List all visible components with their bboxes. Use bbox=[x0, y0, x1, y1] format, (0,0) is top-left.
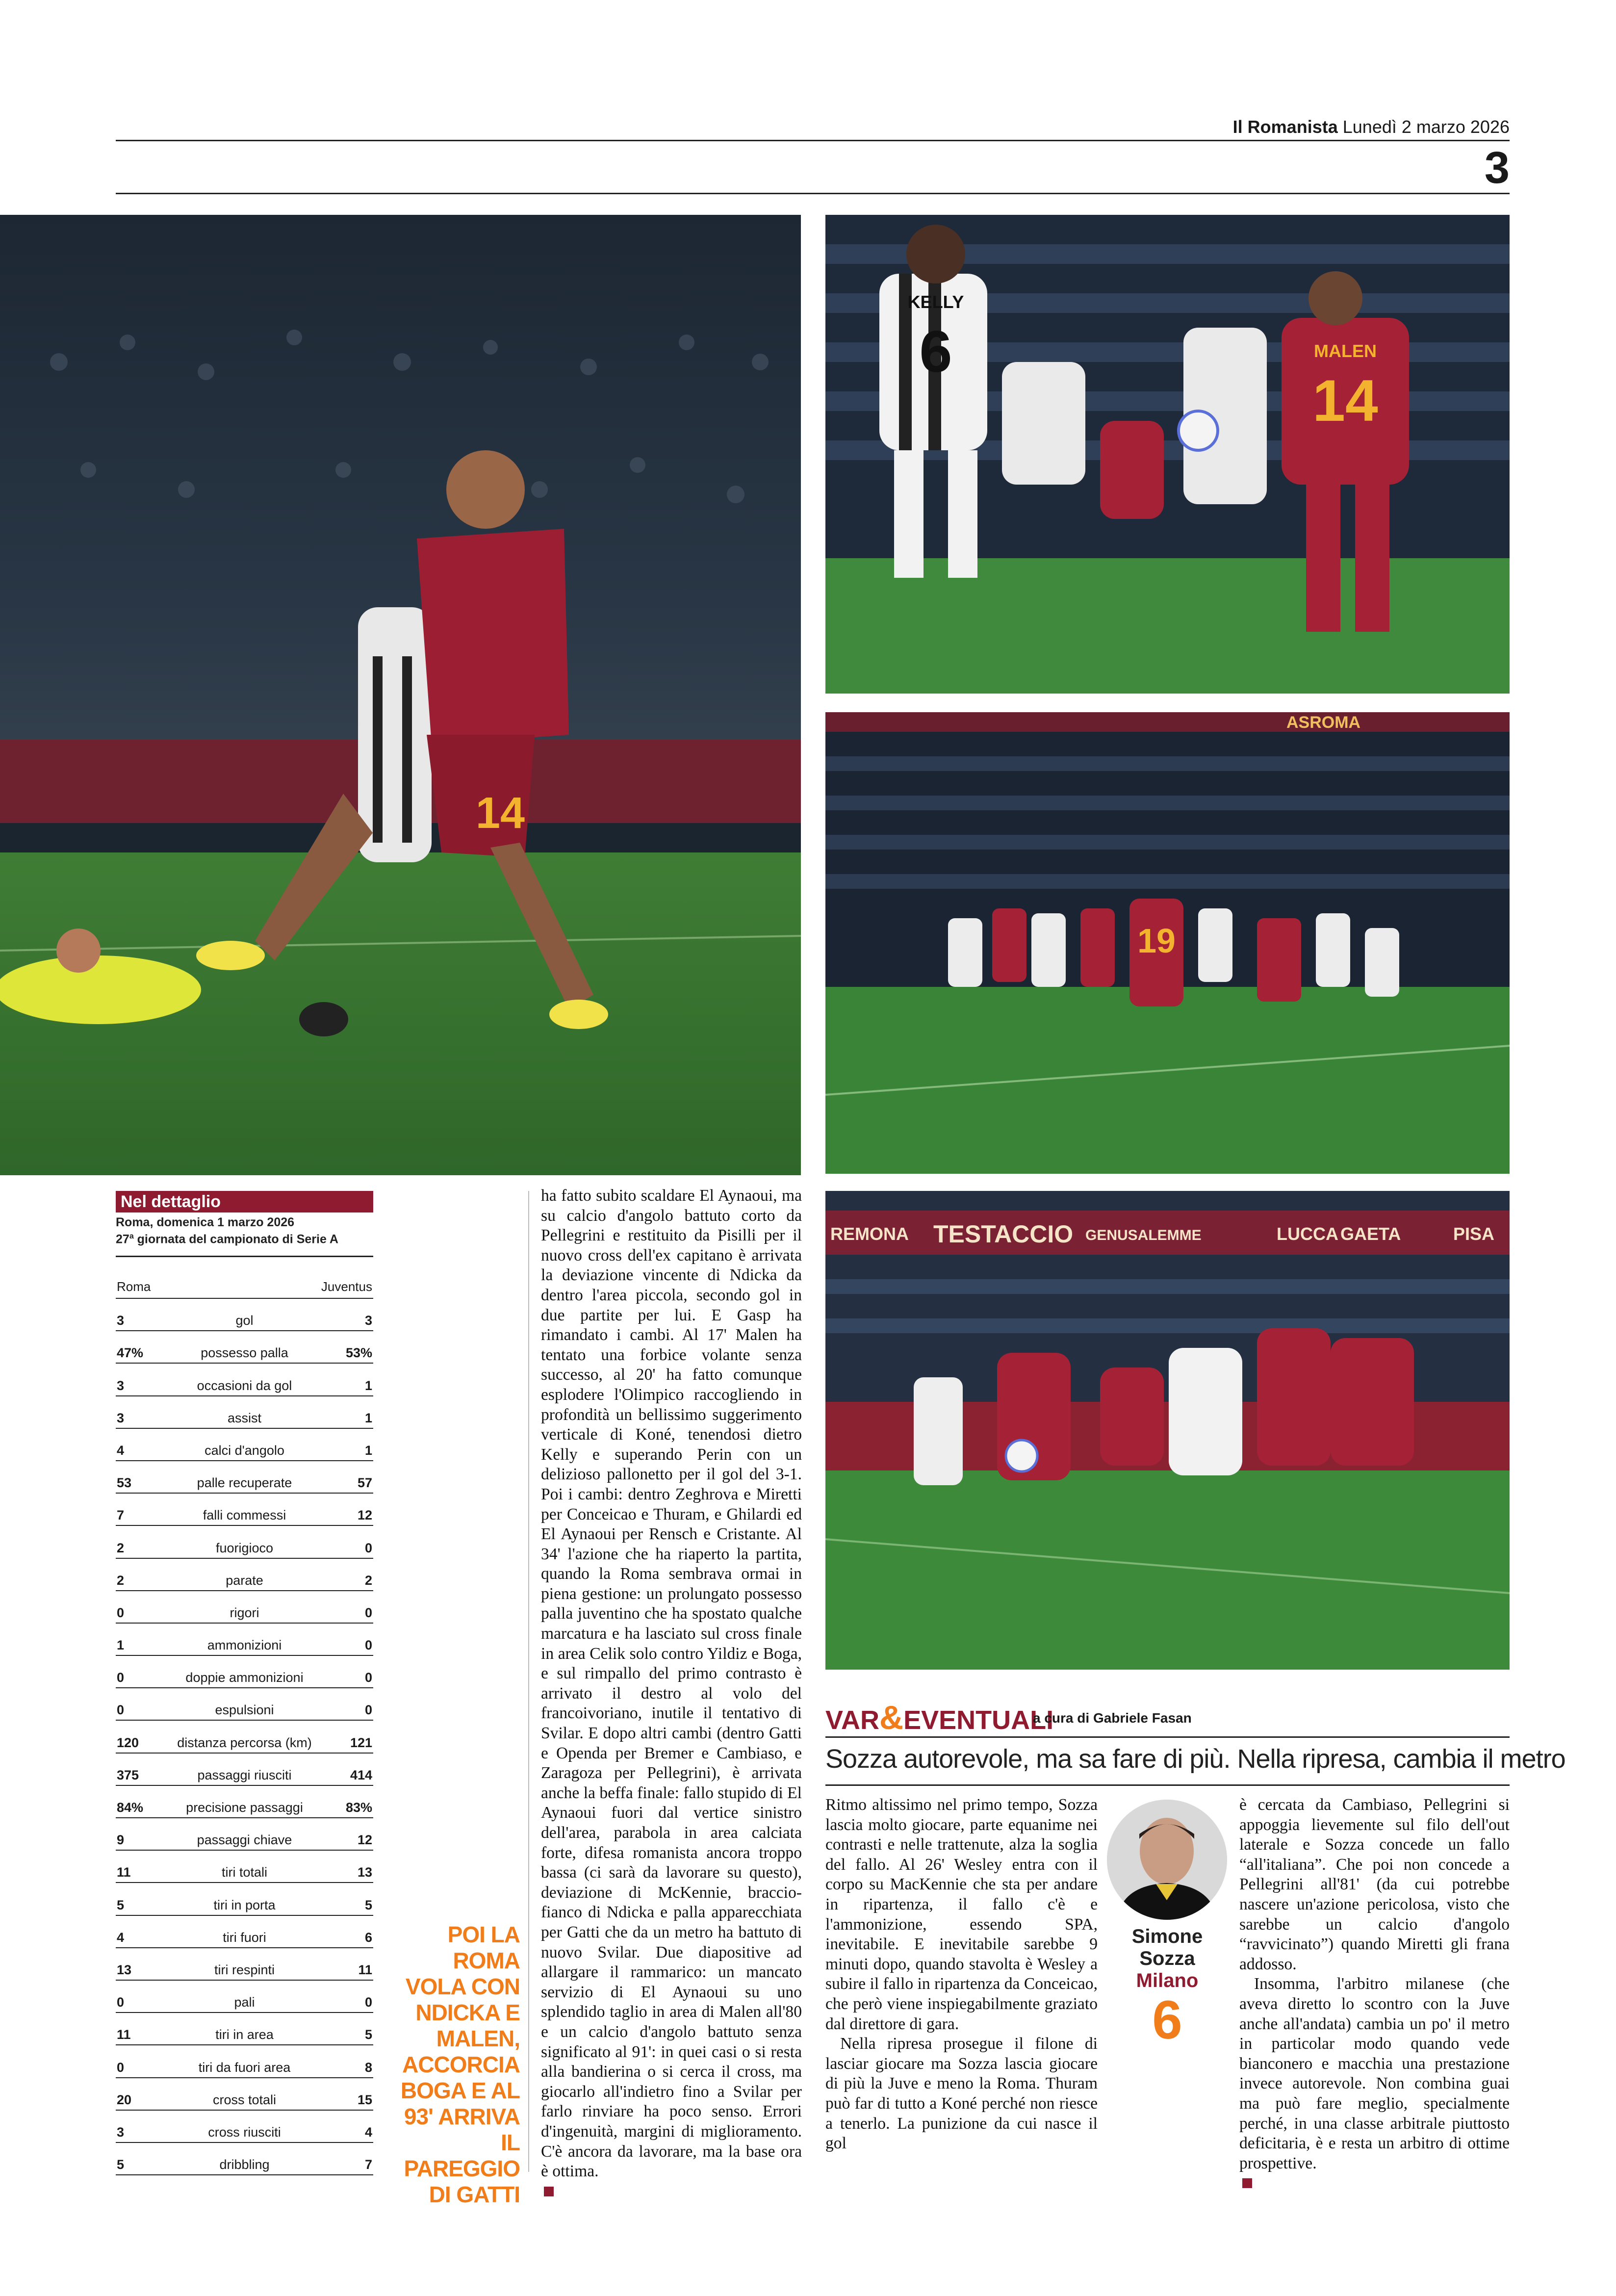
stat-row bbox=[116, 1364, 373, 1396]
header-rule-top bbox=[116, 140, 1510, 141]
stat-home-value: 47% bbox=[117, 1345, 144, 1361]
stat-row bbox=[116, 1754, 373, 1786]
var-paragraph-3: è cercata da Cambiaso, Pellegrini si appoggia lievemente sul filo dell'out laterale e Sozza concede un fallo “all'italiana”. Che poi non concede a Pellegrini all'81' (da cui potrebbe nascere un'azione pericolosa, visto che sarebbe un calcio d'angolo “ravvicinato”) quando Miretti gli frana addosso. bbox=[1239, 1796, 1510, 1973]
stat-home-value: 3 bbox=[117, 1378, 125, 1393]
referee-last-name: Sozza bbox=[1139, 1948, 1195, 1969]
photo-board-3: GENUSALEMME bbox=[1085, 1227, 1202, 1243]
photo-board-2: TESTACCIO bbox=[933, 1220, 1074, 1248]
stat-home-value: 0 bbox=[117, 1995, 125, 2010]
photo-mid-right-board: ASROMA bbox=[1286, 713, 1361, 732]
var-column-1 bbox=[825, 1795, 1098, 2154]
stat-away-value: 0 bbox=[364, 1540, 372, 1555]
stat-away-value: 414 bbox=[350, 1767, 372, 1782]
stats-rule bbox=[116, 1256, 373, 1257]
stat-away-value: 1 bbox=[364, 1410, 372, 1425]
stat-row bbox=[116, 1461, 373, 1494]
stat-label: tiri totali bbox=[221, 1865, 268, 1880]
referee-first-name: Simone bbox=[1131, 1926, 1203, 1947]
photo-bottom-right bbox=[825, 1191, 1510, 1670]
stat-row bbox=[116, 2045, 373, 2078]
stat-home-value: 9 bbox=[117, 1832, 125, 1848]
stat-home-value: 0 bbox=[117, 2060, 125, 2075]
stat-row bbox=[116, 1981, 373, 2013]
stat-away-value: 12 bbox=[357, 1832, 372, 1848]
stat-away-value: 11 bbox=[358, 1962, 372, 1977]
stat-label: passaggi riusciti bbox=[197, 1767, 292, 1782]
stat-label: precisione passaggi bbox=[186, 1800, 303, 1815]
stat-label: passaggi chiave bbox=[197, 1832, 292, 1848]
var-title-b: EVENTUALI bbox=[903, 1705, 1054, 1735]
stat-row bbox=[116, 1786, 373, 1818]
stat-away-value: 53% bbox=[345, 1345, 372, 1361]
header-rule-bottom bbox=[116, 193, 1510, 194]
stats-columns bbox=[116, 1279, 373, 1299]
stat-home-value: 5 bbox=[117, 1897, 125, 1912]
stat-label: tiri fuori bbox=[223, 1930, 266, 1945]
stat-label: gol bbox=[235, 1313, 254, 1328]
stat-home-value: 7 bbox=[117, 1508, 125, 1523]
photo-mid-right bbox=[825, 712, 1510, 1174]
stat-label: assist bbox=[227, 1410, 262, 1425]
stat-label: possesso palla bbox=[201, 1345, 288, 1361]
stat-label: occasioni da gol bbox=[197, 1378, 292, 1393]
stat-home-value: 0 bbox=[117, 1605, 125, 1620]
var-paragraph-4: Insomma, l'arbitro milanese (che aveva diretto lo scontro con la Juve anche all'andata) cambia un po' il metro in particolar modo quando vede bianconero e macchia una prestazione invece autorevole. Non combina guai ma può fare meglio, specialmente perché, in una classe arbitrale piuttosto deficitaria, è e resta un arbitro di ottime prospettive. bbox=[1239, 1975, 1510, 2172]
stat-label: parate bbox=[226, 1573, 263, 1588]
stat-away-value: 3 bbox=[364, 1313, 372, 1328]
stat-label: tiri in area bbox=[215, 2027, 274, 2042]
stats-rows bbox=[116, 1299, 373, 2175]
stat-home-value: 11 bbox=[117, 1865, 131, 1880]
stat-home-value: 3 bbox=[117, 1410, 125, 1425]
stat-row bbox=[116, 1721, 373, 1753]
var-headline: Sozza autorevole, ma sa fare di più. Nella ripresa, cambia il metro bbox=[825, 1744, 1565, 1774]
stat-row bbox=[116, 1688, 373, 1721]
stat-home-value: 3 bbox=[117, 1313, 125, 1328]
var-byline: a cura di Gabriele Fasan bbox=[1033, 1710, 1192, 1726]
stat-label: espulsioni bbox=[215, 1703, 274, 1718]
stat-away-value: 15 bbox=[357, 2092, 372, 2107]
stats-away-team: Juventus bbox=[321, 1279, 372, 1294]
stat-row bbox=[116, 2143, 373, 2175]
var-title-a: VAR bbox=[825, 1705, 880, 1735]
stat-home-value: 120 bbox=[117, 1735, 139, 1750]
var-title-amp: & bbox=[879, 1699, 904, 1736]
issue-date: Lunedì 2 marzo 2026 bbox=[1342, 117, 1510, 137]
stat-away-value: 5 bbox=[364, 1897, 372, 1912]
stat-home-value: 84% bbox=[117, 1800, 144, 1815]
stat-row bbox=[116, 1331, 373, 1364]
stat-label: tiri in porta bbox=[213, 1897, 276, 1912]
photo-board-6: PISA bbox=[1453, 1224, 1495, 1244]
stat-away-value: 57 bbox=[357, 1475, 372, 1491]
referee-grade: 6 bbox=[1152, 1990, 1182, 2050]
photo-top-right-shirt-name-1: KELLY bbox=[907, 292, 964, 312]
photo-top-right bbox=[825, 215, 1510, 694]
stat-label: calci d'angolo bbox=[205, 1443, 284, 1458]
stat-home-value: 13 bbox=[117, 1962, 132, 1977]
stat-row bbox=[116, 2013, 373, 2045]
stats-table bbox=[116, 1279, 373, 2175]
stat-row bbox=[116, 1656, 373, 1688]
stat-away-value: 4 bbox=[364, 2124, 372, 2140]
stat-label: falli commessi bbox=[203, 1508, 286, 1523]
stat-label: palle recuperate bbox=[197, 1475, 292, 1491]
stat-home-value: 20 bbox=[117, 2092, 132, 2107]
article-paragraph: ha fatto subito scaldare El Aynaoui, ma su calcio d'angolo battuto corto da Pellegrini e restituito da Pisilli per il nuovo cross dell'ex capitano è arrivata la deviazione vincente di Ndicka da dentro l'area piccola, secondo gol in due partite per lui. E Gasp ha rimandato i cambi. Al 17' Malen ha tentato una forbice volante senza successo, al 20' ha fatto comunque esplodere l'Olimpico raccogliendo in profondità un bellissimo suggerimento verticale di Koné, tenendosi dietro Kelly e superando Perin con un delizioso pallonetto per il gol del 3-1. Poi i cambi: dentro Zeghrova e Miretti per Conceicao e Thuram, e Ghilardi ed El Aynaoui per Rensch e Cristante. Al 34' l'azione che ha riaperto la partita, quando la Roma sembrava ormai in piena gestione: un prolungato possesso palla juventino che ha spostato qualche marcatura e ha lasciato sul cross finale in area Celik solo contro Yildiz e Boga, e sul rimpallo del primo contrasto è arrivato il destro al volo del francoivoriano, inutile il tentativo di Svilar. E dopo altri cambi (dentro Gatti e Openda per Bremer e Cambiaso, e Zaragoza per Pellegrini), è arrivata anche la beffa finale: fallo stupido di El Aynaoui fuori dal vertice sinistro dell'area, parabola in area calciata forte, difesa romanista ancora troppo bassa (ci sarà da lavorare su questo), deviazione di McKennie, braccio-fianco di Ndicka e palla apparecchiata per Gatti che da un metro ha battuto di nuovo Svilar. Due diapositive ad allargare il rammarico: un mancato servizio di El Aynaoui su uno splendido taglio in area di Malen all'80 e un calcio d'angolo battuto senza significato al 91': in quei casi o si resta alla bandierina o si cerca il cross, ma giocarlo all'indietro fino a Svilar per farlo rinviare ha poco senso. Errori d'ingenuità, margini di miglioramento. C'è ancora da lavorare, ma la base ora è ottima. bbox=[541, 1187, 802, 2181]
stat-away-value: 0 bbox=[364, 1670, 372, 1685]
stat-away-value: 6 bbox=[364, 1930, 372, 1945]
stat-home-value: 375 bbox=[117, 1767, 139, 1782]
stat-label: ammonizioni bbox=[207, 1638, 282, 1653]
stat-away-value: 13 bbox=[357, 1865, 372, 1880]
stat-away-value: 0 bbox=[364, 1703, 372, 1718]
stat-home-value: 0 bbox=[117, 1703, 125, 1718]
end-mark-icon bbox=[544, 2187, 554, 2196]
var-column-2 bbox=[1239, 1795, 1510, 2193]
stat-away-value: 8 bbox=[364, 2060, 372, 2075]
stat-label: doppie ammonizioni bbox=[185, 1670, 304, 1685]
stats-place-date: Roma, domenica 1 marzo 2026 bbox=[116, 1215, 295, 1229]
var-paragraph-2: Nella ripresa prosegue il filone di lasciar giocare ma Sozza lascia giocare di più la Juve e meno la Roma. Thuram può far di tutto a Koné perché non riesce a tenerlo. La punizione da cui nasce il gol bbox=[825, 2035, 1098, 2153]
stat-away-value: 0 bbox=[364, 1605, 372, 1620]
referee-avatar bbox=[1107, 1800, 1227, 1920]
stat-home-value: 4 bbox=[117, 1443, 125, 1458]
stat-label: cross riusciti bbox=[208, 2124, 281, 2140]
photo-board-4: LUCCA bbox=[1277, 1224, 1338, 1244]
stat-label: fuorigioco bbox=[215, 1540, 274, 1555]
stat-row bbox=[116, 1591, 373, 1624]
stats-title: Nel dettaglio bbox=[116, 1191, 373, 1212]
stat-home-value: 2 bbox=[117, 1573, 125, 1588]
stat-row bbox=[116, 1429, 373, 1461]
stat-home-value: 2 bbox=[117, 1540, 125, 1555]
quote-divider bbox=[528, 1191, 529, 2172]
stat-away-value: 1 bbox=[364, 1378, 372, 1393]
stat-home-value: 0 bbox=[117, 1670, 125, 1685]
stat-row bbox=[116, 1948, 373, 1981]
stats-round bbox=[116, 1232, 373, 1246]
stat-away-value: 83% bbox=[345, 1800, 372, 1815]
var-section-title bbox=[825, 1699, 1053, 1737]
stat-home-value: 5 bbox=[117, 2157, 125, 2172]
publication-name: Il Romanista bbox=[1232, 117, 1338, 137]
stat-label: pali bbox=[234, 1995, 255, 2010]
article-column bbox=[541, 1186, 802, 2201]
main-photo bbox=[0, 215, 801, 1175]
stat-away-value: 0 bbox=[364, 1638, 372, 1653]
stat-home-value: 1 bbox=[117, 1638, 125, 1653]
stat-row bbox=[116, 1624, 373, 1656]
photo-top-right-shirt-number-2: 14 bbox=[1312, 368, 1378, 434]
stats-round-number: 27 bbox=[116, 1232, 129, 1246]
stat-away-value: 7 bbox=[364, 2157, 372, 2172]
stat-row bbox=[116, 1494, 373, 1526]
var-rule-bottom bbox=[825, 1784, 1510, 1786]
var-paragraph-1: Ritmo altissimo nel primo tempo, Sozza lascia molto giocare, parte equanime nei contrasti e nelle trattenute, alza la soglia del fallo. Al 26' Wesley entra con il corpo su MacKennie che sta per andare in ripartenza, il fallo c'è e l'ammonizione, essendo SPA, inevitabile. E inevitabile sarebbe 9 minuti dopo, quando stavolta è Wesley a subire il fallo in ripartenza da Conceicao, che però viene inspiegabilmente graziato dal direttore di gara. bbox=[825, 1796, 1098, 2033]
stat-away-value: 0 bbox=[364, 1995, 372, 2010]
stat-row bbox=[116, 1526, 373, 1558]
stat-row bbox=[116, 1299, 373, 1331]
stat-row bbox=[116, 2078, 373, 2111]
pull-quote: POI LA ROMA VOLA CON NDICKA E MALEN, ACCORCIA BOGA E AL 93' ARRIVA IL PAREGGIO DI GATTI bbox=[400, 1922, 520, 2207]
var-rule-top bbox=[825, 1736, 1510, 1738]
stat-home-value: 4 bbox=[117, 1930, 125, 1945]
stat-label: tiri da fuori area bbox=[198, 2060, 291, 2075]
photo-mid-right-shirt-number: 19 bbox=[1137, 922, 1176, 960]
stat-label: dribbling bbox=[219, 2157, 270, 2172]
stat-home-value: 3 bbox=[117, 2124, 125, 2140]
photo-top-right-shirt-name-2: MALEN bbox=[1314, 341, 1377, 361]
main-photo-shirt-number: 14 bbox=[475, 789, 525, 838]
stats-home-team: Roma bbox=[117, 1279, 151, 1294]
stat-row bbox=[116, 2111, 373, 2143]
stat-label: rigori bbox=[230, 1605, 259, 1620]
photo-top-right-shirt-number-1: 6 bbox=[919, 319, 952, 385]
stat-home-value: 53 bbox=[117, 1475, 132, 1491]
stat-away-value: 12 bbox=[357, 1508, 372, 1523]
stat-away-value: 1 bbox=[364, 1443, 372, 1458]
stat-label: tiri respinti bbox=[214, 1962, 275, 1977]
photo-board-5: GAETA bbox=[1340, 1224, 1401, 1244]
stat-label: cross totali bbox=[212, 2092, 277, 2107]
referee-city: Milano bbox=[1136, 1970, 1199, 1991]
stat-row bbox=[116, 1818, 373, 1851]
stat-label: distanza percorsa (km) bbox=[177, 1735, 312, 1750]
stats-round-sup: a bbox=[129, 1232, 134, 1240]
stat-away-value: 2 bbox=[364, 1573, 372, 1588]
stat-row bbox=[116, 1883, 373, 1915]
stats-round-text: giornata del campionato di Serie A bbox=[133, 1232, 338, 1246]
page-number: 3 bbox=[1484, 143, 1510, 193]
stat-row bbox=[116, 1559, 373, 1591]
photo-board-1: REMONA bbox=[830, 1224, 909, 1244]
stat-row bbox=[116, 1916, 373, 1948]
end-mark-icon bbox=[1242, 2178, 1252, 2188]
stat-row bbox=[116, 1396, 373, 1429]
stat-away-value: 5 bbox=[364, 2027, 372, 2042]
stat-away-value: 121 bbox=[350, 1735, 372, 1750]
masthead-line bbox=[1233, 117, 1510, 137]
stat-row bbox=[116, 1851, 373, 1883]
stat-home-value: 11 bbox=[117, 2027, 131, 2042]
